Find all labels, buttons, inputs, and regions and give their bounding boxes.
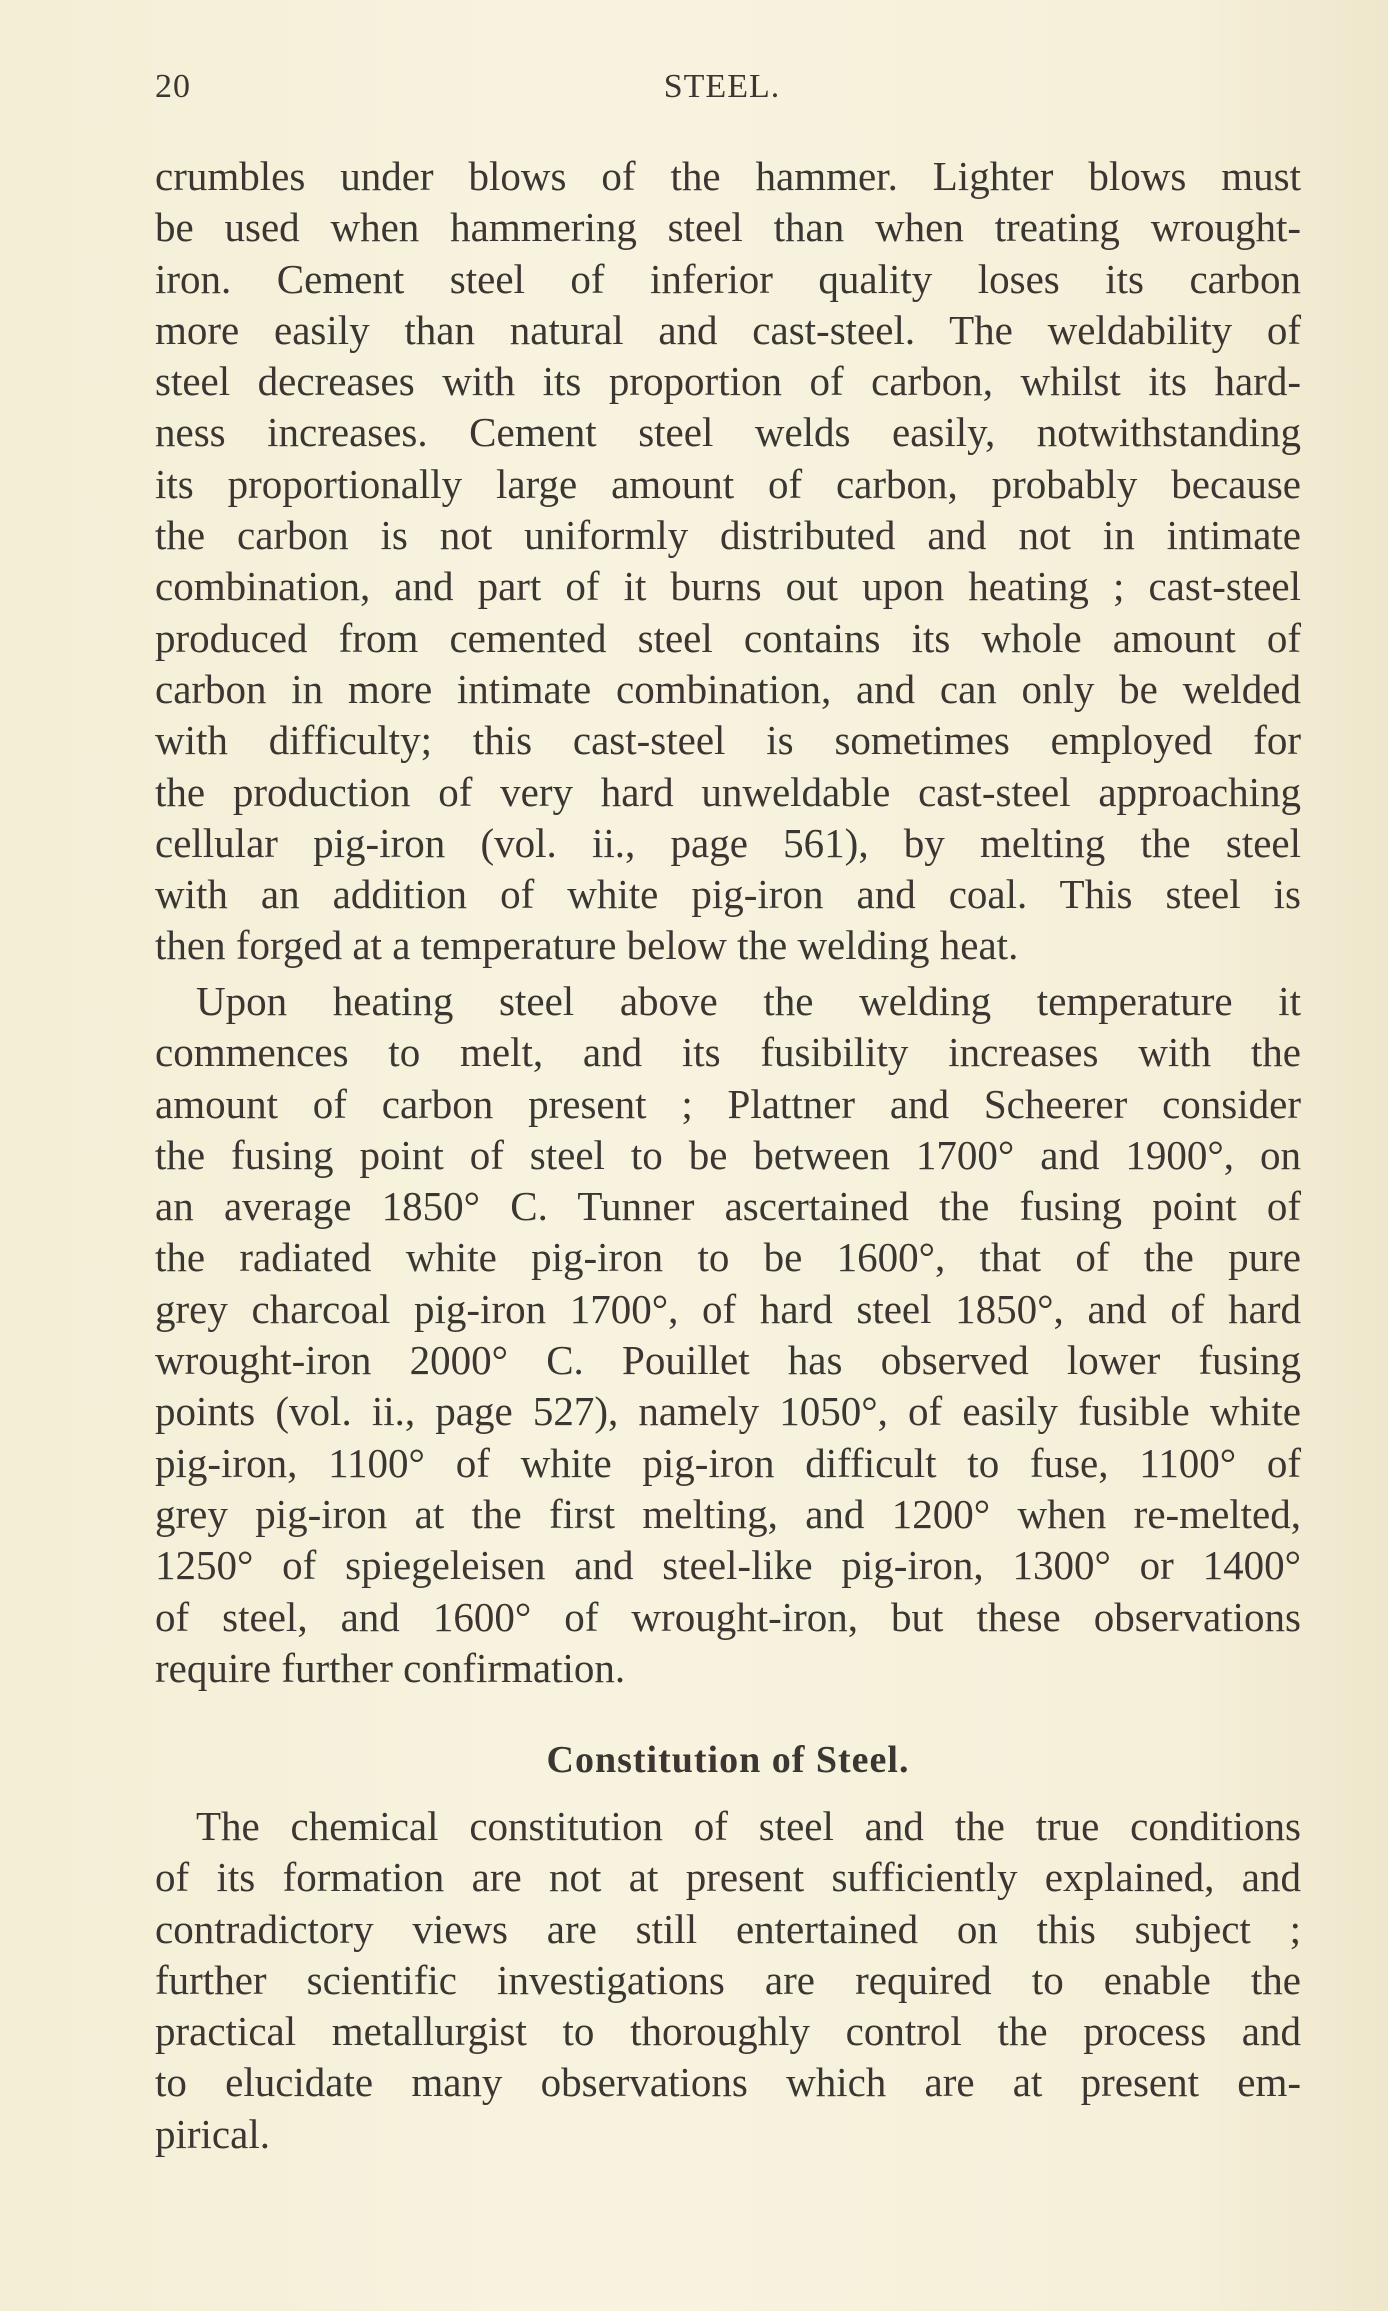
paragraph-2 [155, 976, 1301, 1694]
text-line: produced from cemented steel contains its whole amount of [155, 614, 1301, 661]
page-number: 20 [155, 68, 191, 105]
paragraph-3 [155, 1801, 1301, 2160]
text-line: of its formation are not at present sufficiently explained, and [155, 1854, 1301, 1901]
text-line: pig-iron, 1100° of white pig-iron difficult to fuse, 1100° of [155, 1439, 1301, 1486]
text-line: to elucidate many observations which are at present em- [155, 2059, 1301, 2106]
text-line: more easily than natural and cast-steel. The weldability of [155, 306, 1301, 353]
text-line: of steel, and 1600° of wrought-iron, but these observations [155, 1593, 1301, 1640]
section-heading: Constitution of Steel. [546, 1739, 910, 1781]
text-line: combination, and part of it burns out upon heating ; cast-steel [155, 563, 1301, 610]
text-line: amount of carbon present ; Plattner and Scheerer consider [155, 1080, 1301, 1127]
text-line: cellular pig-iron (vol. ii., page 561), by melting the steel [155, 819, 1301, 866]
text-line: The chemical constitution of steel and the true conditions [196, 1803, 1301, 1849]
text-line: then forged at a temperature below the welding heat. [155, 922, 1019, 969]
text-line: iron. Cement steel of inferior quality loses its carbon [155, 255, 1301, 302]
text-line: ness increases. Cement steel welds easily, notwithstanding [155, 409, 1301, 456]
text-line: an average 1850° C. Tunner ascertained the fusing point of [155, 1183, 1301, 1230]
text-line: commences to melt, and its fusibility increases with the [155, 1029, 1301, 1076]
text-line: contradictory views are still entertained on this subject ; [155, 1905, 1301, 1952]
text-line: with an addition of white pig-iron and coal. This steel is [155, 871, 1301, 918]
text-line: 1250° of spiegeleisen and steel-like pig-iron, 1300° or 1400° [155, 1542, 1301, 1589]
text-line: crumbles under blows of the hammer. Lighter blows must [155, 153, 1301, 199]
text-line: grey charcoal pig-iron 1700°, of hard steel 1850°, and of hard [155, 1285, 1301, 1332]
text-line: further scientific investigations are required to enable the [155, 1956, 1301, 2003]
running-title: STEEL. [663, 68, 781, 105]
text-line: the radiated white pig-iron to be 1600°, that of the pure [155, 1234, 1301, 1281]
text-line: its proportionally large amount of carbon, probably because [155, 460, 1301, 507]
text-line: the carbon is not uniformly distributed and not in intimate [155, 512, 1301, 559]
text-line: the production of very hard unweldable cast-steel approaching [155, 768, 1301, 815]
text-line: carbon in more intimate combination, and can only be welded [155, 665, 1301, 712]
text-line: practical metallurgist to thoroughly control the process and [155, 2008, 1301, 2055]
text-line: require further confirmation. [155, 1644, 626, 1691]
paragraph-1 [155, 151, 1301, 972]
text-line: pirical. [155, 2110, 270, 2157]
text-line: grey pig-iron at the first melting, and 1200° when re-melted, [155, 1490, 1301, 1537]
text-line: be used when hammering steel than when treating wrought- [155, 204, 1301, 251]
text-line: the fusing point of steel to be between 1700° and 1900°, on [155, 1131, 1301, 1178]
text-line: with difficulty; this cast-steel is sometimes employed for [155, 717, 1301, 764]
text-line: steel decreases with its proportion of carbon, whilst its hard- [155, 358, 1301, 405]
text-line: Upon heating steel above the welding temperature it [196, 978, 1301, 1024]
text-line: points (vol. ii., page 527), namely 1050°, of easily fusible white [155, 1388, 1301, 1435]
text-line: wrought-iron 2000° C. Pouillet has observed lower fusing [155, 1337, 1301, 1384]
